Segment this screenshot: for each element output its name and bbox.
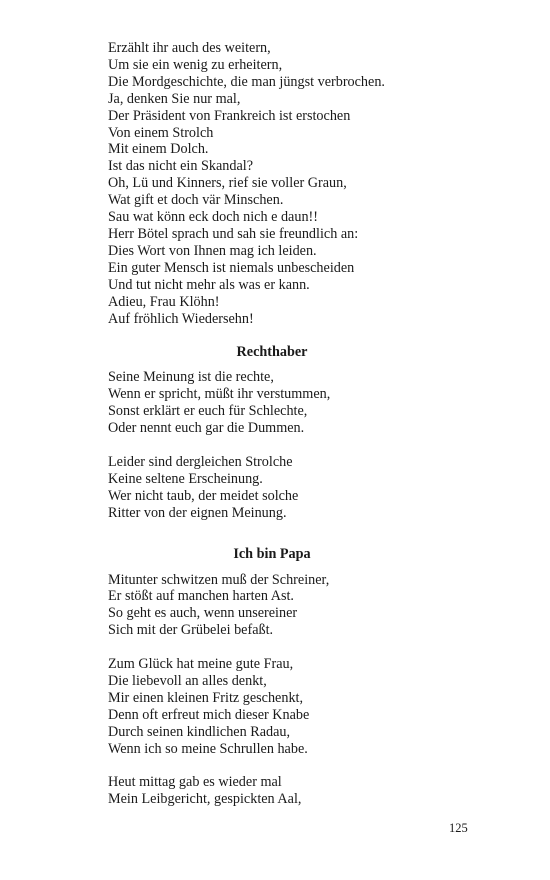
stanza-break [108, 758, 508, 775]
verse-line: Um sie ein wenig zu erheitern, [108, 56, 283, 73]
verse-line: Von einem Strolch [108, 124, 214, 141]
stanza-break [108, 639, 508, 656]
verse-line: Seine Meinung ist die rechte, [108, 369, 274, 386]
page-number: 125 [449, 821, 468, 835]
stanza [108, 369, 508, 437]
verse-line: Ritter von der eignen Meinung. [108, 504, 287, 521]
verse-line: Mitunter schwitzen muß der Schreiner, [108, 571, 330, 588]
verse-line: Adieu, Frau Klöhn! [108, 293, 220, 310]
verse-line: Ist das nicht ein Skandal? [108, 158, 253, 175]
verse-line: Sau wat könn eck doch nich e daun!! [108, 209, 318, 226]
verse-line: Auf fröhlich Wiedersehn! [108, 310, 254, 327]
poem-title-rechthaber: Rechthaber [236, 344, 308, 361]
stanza [108, 774, 508, 808]
verse-line: Wenn er spricht, müßt ihr verstummen, [108, 386, 331, 403]
poem-continuation [108, 40, 508, 327]
verse-line: Keine seltene Erscheinung. [108, 470, 263, 487]
verse-line: Erzählt ihr auch des weitern, [108, 40, 271, 56]
verse-line: Dies Wort von Ihnen mag ich leiden. [108, 242, 317, 259]
verse-line: Durch seinen kindlichen Radau, [108, 723, 291, 740]
verse-line: Wer nicht taub, der meidet solche [108, 487, 299, 504]
verse-line: Wat gift et doch vär Minschen. [108, 192, 284, 209]
verse-line: Oder nennt euch gar die Dummen. [108, 420, 305, 437]
verse-line: Zum Glück hat meine gute Frau, [108, 656, 294, 673]
stanza [108, 454, 508, 522]
stanza [108, 656, 508, 757]
verse-line: Wenn ich so meine Schrullen habe. [108, 740, 308, 757]
poem-ich-bin-papa [108, 572, 508, 809]
page-content [108, 40, 508, 808]
stanza-break [108, 437, 508, 454]
verse-line: So geht es auch, wenn unsereiner [108, 605, 298, 622]
verse-line: Die liebevoll an alles denkt, [108, 672, 267, 689]
verse-line: Ja, denken Sie nur mal, [108, 90, 241, 107]
verse-line: Denn oft erfreut mich dieser Knabe [108, 706, 310, 723]
verse-line: Er stößt auf manchen harten Ast. [108, 588, 294, 605]
verse-line: Herr Bötel sprach und sah sie freundlich an: [108, 225, 359, 242]
verse-line: Und tut nicht mehr als was er kann. [108, 276, 310, 293]
verse-line: Die Mordgeschichte, die man jüngst verbrochen. [108, 73, 385, 90]
poem-rechthaber [108, 369, 508, 521]
verse-line: Leider sind dergleichen Strolche [108, 453, 293, 470]
verse-line: Heut mittag gab es wieder mal [108, 774, 282, 791]
verse-line: Ein guter Mensch ist niemals unbescheiden [108, 259, 355, 276]
verse-line: Oh, Lü und Kinners, rief sie voller Graun, [108, 175, 347, 192]
verse-line: Mit einem Dolch. [108, 141, 209, 158]
verse-line: Mein Leibgericht, gespickten Aal, [108, 791, 302, 808]
verse-line: Sich mit der Grübelei befaßt. [108, 622, 274, 639]
stanza [108, 572, 508, 640]
verse-line: Sonst erklärt er euch für Schlechte, [108, 403, 308, 420]
poem-title-ich-bin-papa: Ich bin Papa [233, 545, 311, 562]
verse-line: Der Präsident von Frankreich ist erstochen [108, 107, 351, 124]
verse-line: Mir einen kleinen Fritz geschenkt, [108, 689, 304, 706]
